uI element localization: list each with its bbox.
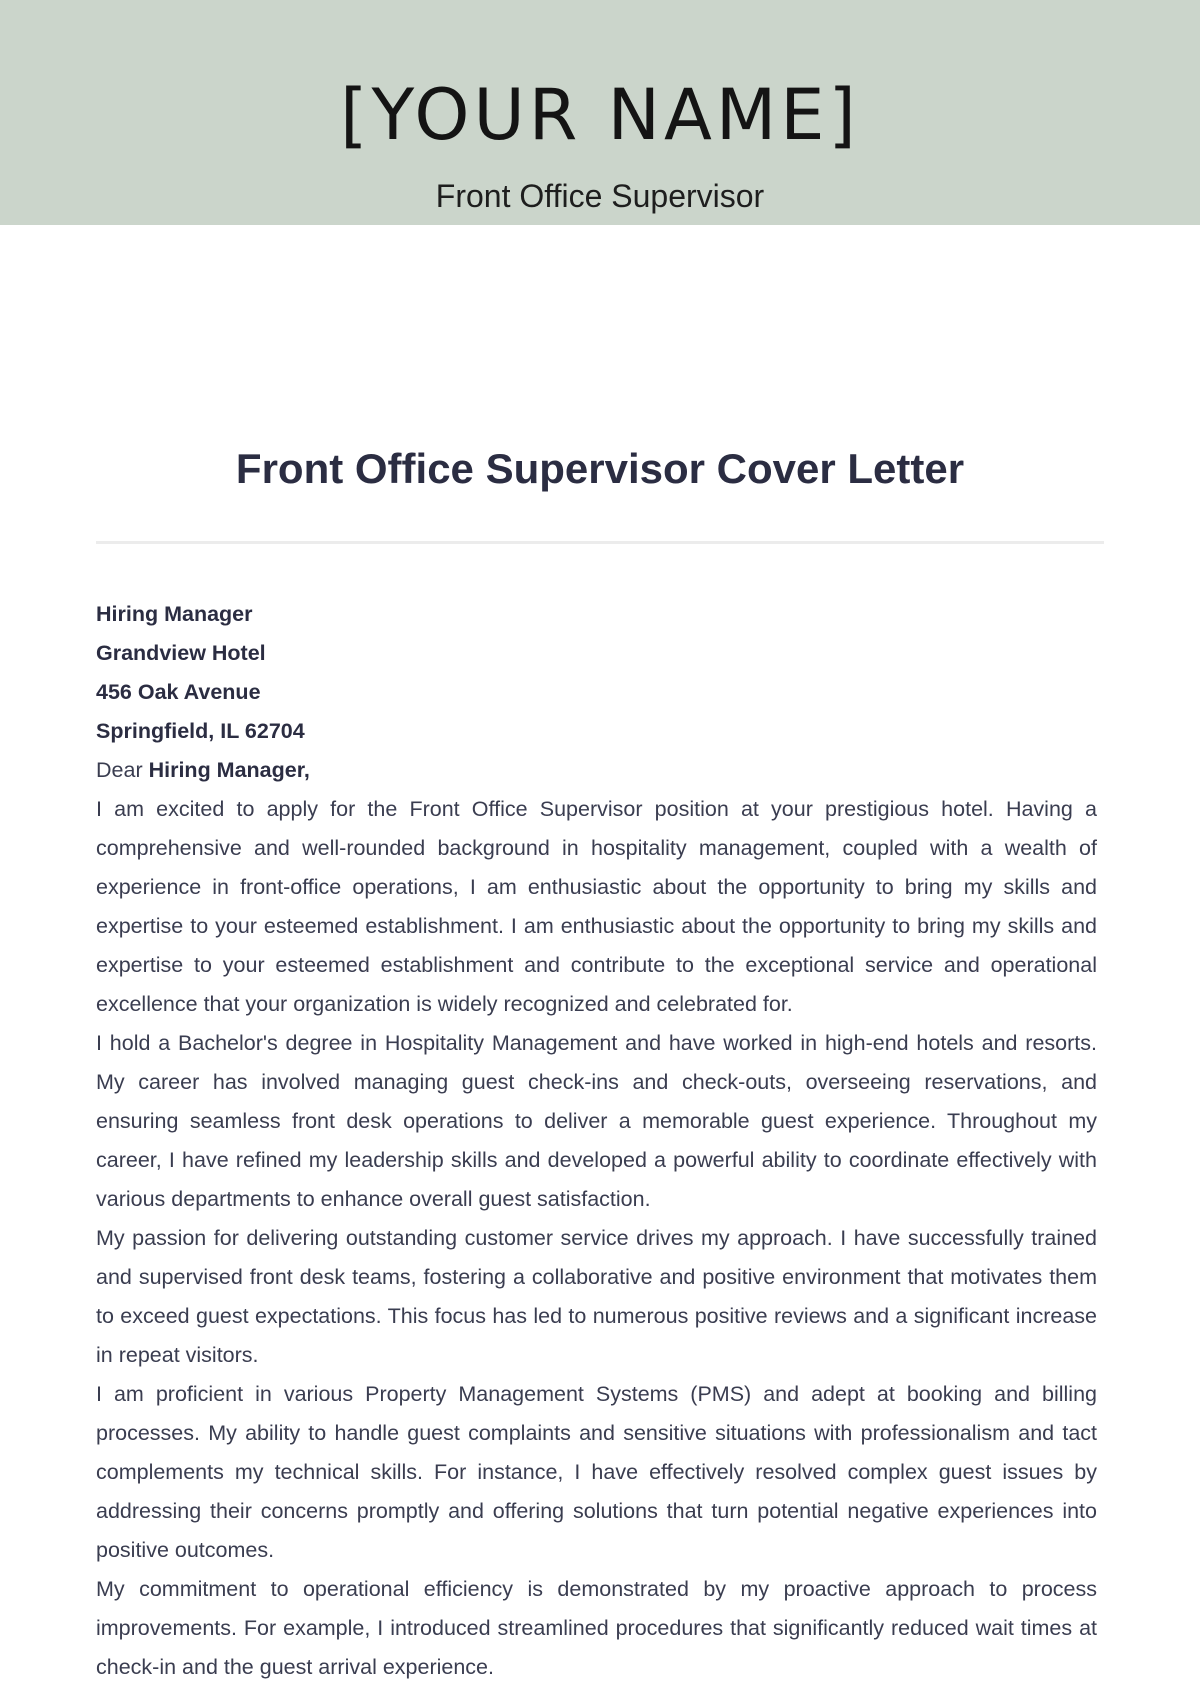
recipient-title: Hiring Manager	[96, 602, 253, 626]
document-title: Front Office Supervisor Cover Letter	[235, 445, 965, 492]
paragraph-1: I am excited to apply for the Front Office Supervisor position at your prestigious hotel. Having a comprehensive and well-rounded background in hospitality management, coupled with a wealth of experience in front-office operations, I am enthusiastic about the opportunity to bring my skills and expertise to your esteemed establishment. I am enthusiastic about the opportunity to bring my skills and expertise to your esteemed establishment and contribute to the exceptional service and operational excellence that your organization is widely recognized and celebrated for.	[96, 797, 1097, 1016]
salutation-prefix: Dear	[96, 758, 143, 782]
paragraph-3: My passion for delivering outstanding customer service drives my approach. I have successfully trained and supervised front desk teams, fostering a collaborative and positive environment that motivates them to exceed guest expectations. This focus has led to numerous positive reviews and a significant increase in repeat visitors.	[96, 1226, 1097, 1367]
paragraph-2: I hold a Bachelor's degree in Hospitality Management and have worked in high-end hotels and resorts. My career has involved managing guest check-ins and check-outs, overseeing reservations, and ensuring seamless front desk operations to deliver a memorable guest experience. Throughout my career, I have refined my leadership skills and developed a powerful ability to coordinate effectively with various departments to enhance overall guest satisfaction.	[96, 1031, 1097, 1211]
recipient-company: Grandview Hotel	[96, 641, 266, 665]
salutation	[96, 751, 1097, 790]
paragraph-4: I am proficient in various Property Management Systems (PMS) and adept at booking and billing processes. My ability to handle guest complaints and sensitive situations with professionalism and tact complements my technical skills. For instance, I have effectively resolved complex guest issues by addressing their concerns promptly and offering solutions that turn potential negative experiences into positive outcomes.	[96, 1382, 1097, 1562]
applicant-role: Front Office Supervisor	[435, 178, 765, 214]
applicant-name: [YOUR NAME]	[340, 74, 860, 156]
title-divider	[96, 541, 1104, 544]
salutation-name: Hiring Manager,	[148, 758, 310, 782]
recipient-city: Springfield, IL 62704	[96, 719, 305, 743]
recipient-street: 456 Oak Avenue	[96, 680, 261, 704]
paragraph-5: My commitment to operational efficiency is demonstrated by my proactive approach to process improvements. For example, I introduced streamlined procedures that significantly reduced wait times at check-in and the guest arrival experience.	[96, 1577, 1097, 1679]
header-band	[0, 0, 1200, 225]
letter-body	[96, 595, 1097, 1687]
